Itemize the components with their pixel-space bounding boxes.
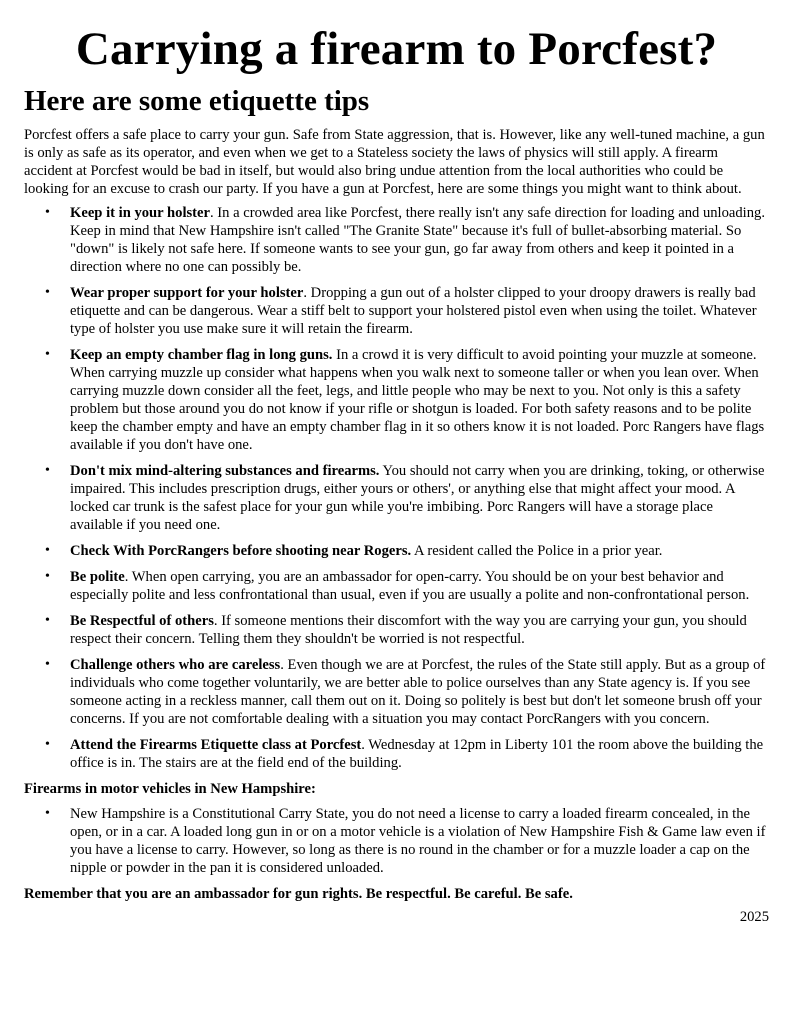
tip-text: In a crowd it is very difficult to avoid pointing your muzzle at someone. When carrying muzzle up consider what happens when you walk next to someone taller or when you lean over. When carrying muzzle down consider all the feet, legs, and little people who may be next to you. Not only is this a safety problem but those around you do not know if your rifle or shotgun is loaded. For both safety reasons and to be polite keep the chamber empty and have an empty chamber flag in it so others know it is not loaded. Porc Rangers have flags available if you don't have one. — [70, 347, 765, 453]
bullet-icon: • — [45, 205, 50, 220]
tip-heading: Keep it in your holster — [70, 205, 210, 221]
intro-paragraph: Porcfest offers a safe place to carry your gun. Safe from State aggression, that is. However, like any well-tuned machine, a gun is only as safe as its operator, and even when we get to a Stateless society the laws of physics will still apply. A firearm accident at Porcfest would be bad in itself, but would also bring undue attention from the local authorities who could be looking for an excuse to crash our party. If you have a gun at Porcfest, here are some things you might want to think about. — [24, 127, 765, 197]
tip-heading: Wear proper support for your holster — [70, 285, 304, 301]
tip-text: . Wednesday at 12pm in Liberty 101 the room above the building the office is in. The stairs are at the field end of the building. — [70, 737, 764, 771]
bullet-icon: • — [45, 463, 50, 478]
tip-heading: Keep an empty chamber flag in long guns. — [70, 347, 333, 363]
tip-item — [45, 568, 769, 604]
tip-item — [45, 462, 769, 534]
tip-text: . Even though we are at Porcfest, the rules of the State still apply. But as a group of individuals who come together voluntarily, we are better able to police ourselves than any State agency is. If you see someone acting in a reckless manner, call them out on it. Doing so politely is best but don't let someone brush off your concerns. If you are not comfortable dealing with a situation you may contact PorcRangers with you concern. — [70, 657, 766, 727]
tip-heading: Don't mix mind-altering substances and firearms. — [70, 463, 380, 479]
closing-statement: Remember that you are an ambassador for gun rights. Be respectful. Be careful. Be safe. — [24, 886, 573, 902]
tip-heading: Be Respectful of others — [70, 613, 214, 629]
vehicles-item — [45, 805, 769, 877]
tip-item — [45, 542, 769, 560]
tip-item — [45, 284, 769, 338]
bullet-icon: • — [45, 657, 50, 672]
tip-heading: Attend the Firearms Etiquette class at Porcfest — [70, 737, 362, 753]
vehicles-heading: Firearms in motor vehicles in New Hampshire: — [24, 781, 316, 797]
tips-list — [24, 204, 769, 772]
tip-item — [45, 612, 769, 648]
tip-text: You should not carry when you are drinking, toking, or otherwise impaired. This includes prescription drugs, either yours or others', or anything else that might affect your mood. A locked car trunk is the safest place for your gun while you're imbibing. Porc Rangers will have a storage place available if you need one. — [70, 463, 765, 533]
bullet-icon: • — [45, 613, 50, 628]
tip-text: . When open carrying, you are an ambassador for open-carry. You should be on your best behavior and especially polite and less confrontational than usual, even if you are usually a polite and non-confrontational person. — [70, 569, 750, 603]
vehicles-list — [24, 805, 769, 877]
tip-item — [45, 656, 769, 728]
page-title: Carrying a firearm to Porcfest? — [75, 23, 718, 75]
tip-text: . In a crowded area like Porcfest, there really isn't any safe direction for loading and unloading. Keep in mind that New Hampshire isn't called "The Granite State" because it's full of bullet-absorbing material. So "down" is likely not safe here. If someone wants to see your gun, go far away from others and keep it pointed in a direction where no one can possibly be. — [70, 205, 765, 275]
vehicles-text: New Hampshire is a Constitutional Carry State, you do not need a license to carry a loaded firearm concealed, in the open, or in a car. A loaded long gun in or on a motor vehicle is a violation of New Hampshire Fish & Game law even if you have a license to carry. However, so long as there is no round in the chamber or for a muzzle loader a cap on the nipple or powder in the pan it is considered unloaded. — [70, 806, 766, 876]
page-subtitle: Here are some etiquette tips — [24, 85, 370, 117]
tip-heading: Check With PorcRangers before shooting near Rogers. — [70, 543, 412, 559]
document-page — [24, 0, 769, 926]
bullet-icon: • — [45, 347, 50, 362]
tip-text: . If someone mentions their discomfort with the way you are carrying your gun, you should respect their concern. Telling them they shouldn't be worried is not respectful. — [70, 613, 747, 647]
bullet-icon: • — [45, 806, 50, 821]
tip-item — [45, 346, 769, 454]
bullet-icon: • — [45, 737, 50, 752]
tip-heading: Be polite — [70, 569, 125, 585]
tip-item — [45, 204, 769, 276]
tip-text: . Dropping a gun out of a holster clipped to your droopy drawers is really bad etiquette and can be dangerous. Wear a stiff belt to support your holstered pistol even when using the toilet. Whatever type of holster you use make sure it will retain the firearm. — [70, 285, 757, 337]
tip-item — [45, 736, 769, 772]
tip-text: A resident called the Police in a prior year. — [411, 543, 663, 559]
tip-heading: Challenge others who are careless — [70, 657, 281, 673]
bullet-icon: • — [45, 285, 50, 300]
bullet-icon: • — [45, 569, 50, 584]
bullet-icon: • — [45, 543, 50, 558]
year-label: 2025 — [739, 909, 769, 925]
